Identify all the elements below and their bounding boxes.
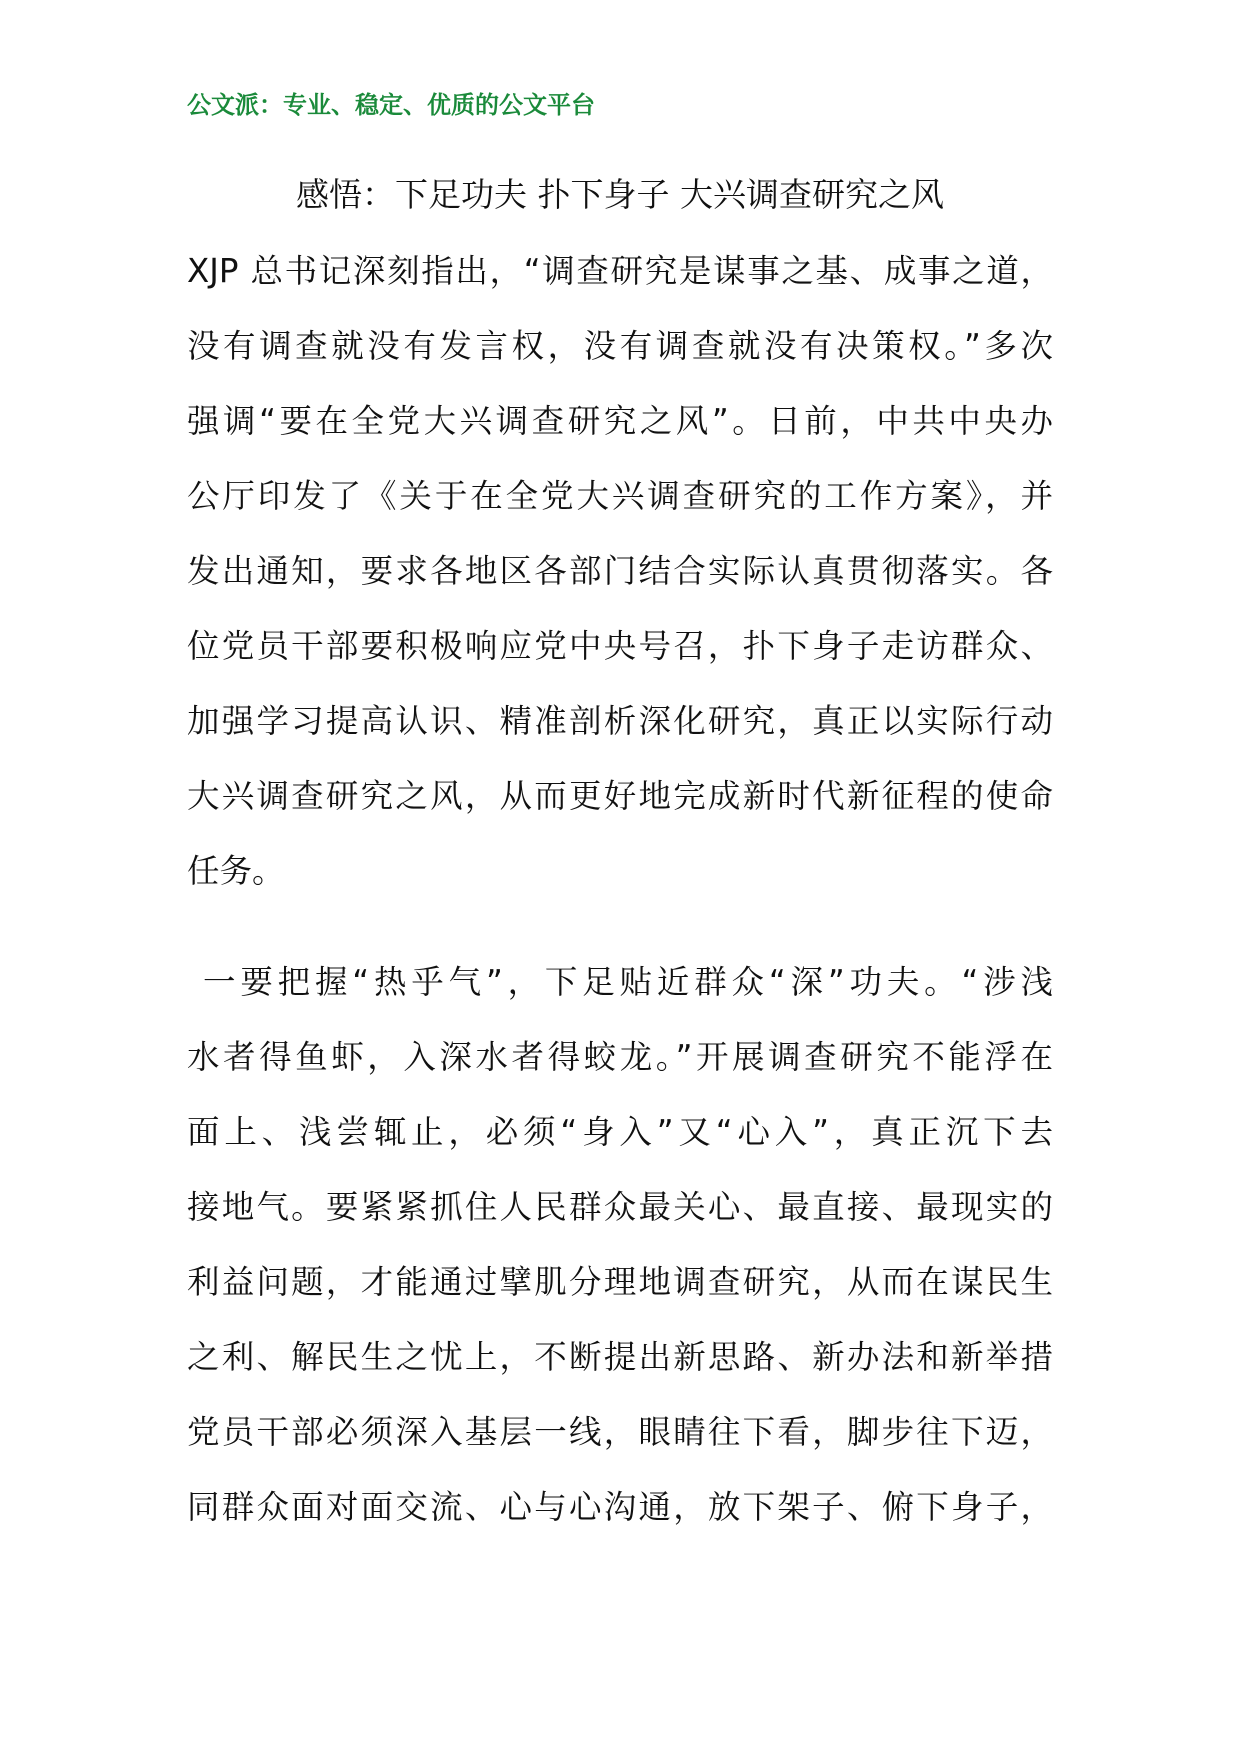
paragraph-intro xyxy=(187,234,1053,909)
paragraph-line: XJP 总书记深刻指出，“调查研究是谋事之基、成事之道， xyxy=(187,252,1053,290)
paragraph-line: 加强学习提高认识、精准剖析深化研究，真正以实际行动 xyxy=(187,702,1053,740)
document-title: 感悟：下足功夫 扑下身子 大兴调查研究之风 xyxy=(296,175,944,214)
paragraph-line: 同群众面对面交流、心与心沟通，放下架子、俯下身子， xyxy=(187,1488,1053,1526)
paragraph-line: 之利、解民生之忧上，不断提出新思路、新办法和新举措 xyxy=(187,1338,1053,1376)
paragraph-line: 任务。 xyxy=(187,852,285,890)
paragraph-line: 一要把握“热乎气”，下足贴近群众“深”功夫。“涉浅 xyxy=(203,963,1053,1001)
paragraph-line: 公厅印发了《关于在全党大兴调查研究的工作方案》，并 xyxy=(187,477,1053,515)
paragraph-line: 位党员干部要积极响应党中央号召，扑下身子走访群众、 xyxy=(187,627,1053,665)
paragraph-line: 党员干部必须深入基层一线，眼睛往下看，脚步往下迈， xyxy=(187,1413,1053,1451)
paragraph-line: 强调“要在全党大兴调查研究之风”。日前，中共中央办 xyxy=(187,402,1053,440)
site-tagline: 公文派：专业、稳定、优质的公文平台 xyxy=(187,91,595,119)
paragraph-line: 水者得鱼虾，入深水者得蛟龙。”开展调查研究不能浮在 xyxy=(187,1038,1053,1076)
paragraph-point-one xyxy=(187,945,1053,1545)
paragraph-line: 发出通知，要求各地区各部门结合实际认真贯彻落实。各 xyxy=(187,552,1053,590)
paragraph-line: 没有调查就没有发言权，没有调查就没有决策权。”多次 xyxy=(187,327,1053,365)
paragraph-line: 面上、浅尝辄止，必须“身入”又“心入”，真正沉下去 xyxy=(187,1113,1053,1151)
paragraph-line: 接地气。要紧紧抓住人民群众最关心、最直接、最现实的 xyxy=(187,1188,1053,1226)
paragraph-line: 大兴调查研究之风，从而更好地完成新时代新征程的使命 xyxy=(187,777,1053,815)
paragraph-line: 利益问题，才能通过擘肌分理地调查研究，从而在谋民生 xyxy=(187,1263,1053,1301)
